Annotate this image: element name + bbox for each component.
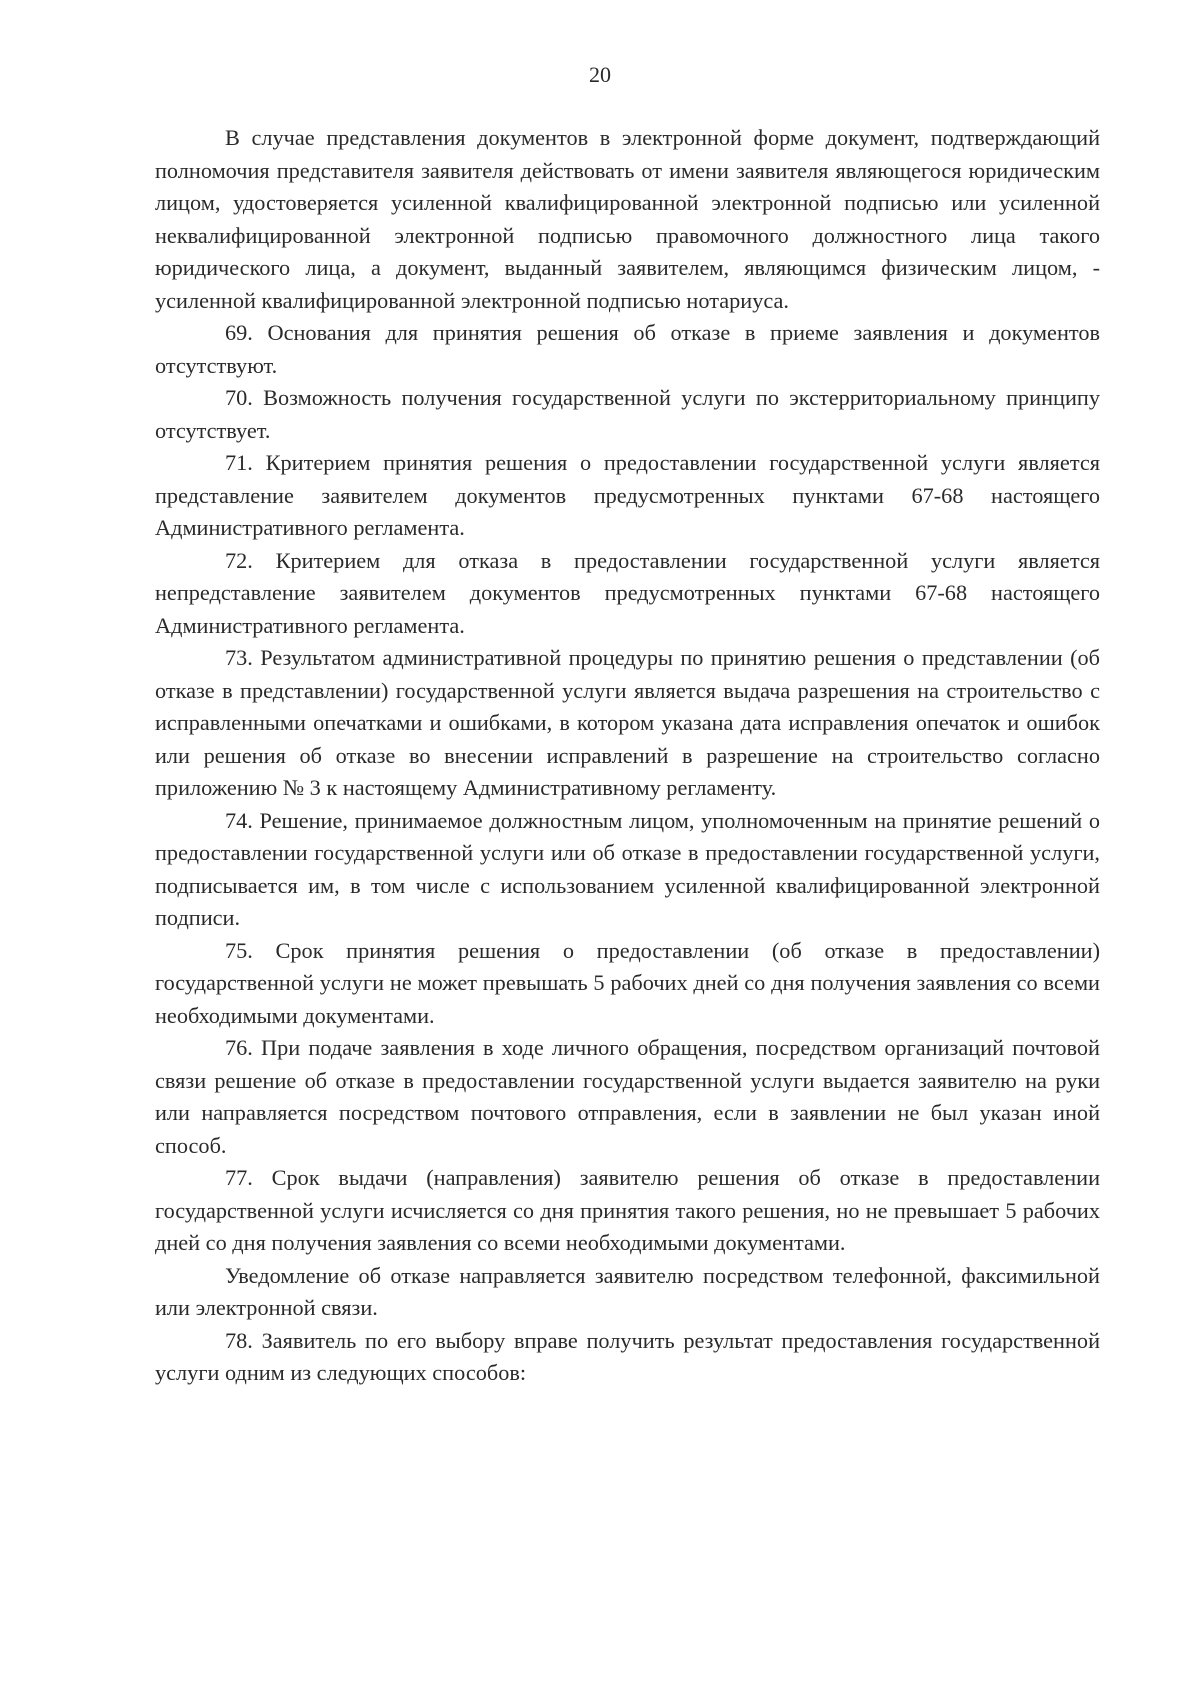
paragraph-75: 75. Срок принятия решения о предоставлении (об отказе в предоставлении) государственной услуги не может превышать 5 рабочих дней со дня получения заявления со всеми необходимыми документами. (155, 937, 1100, 1028)
document-body (155, 122, 1100, 1390)
paragraph-electronic-signature: В случае представления документов в электронной форме документ, подтверждающий полномочия представителя заявителя действовать от имени заявителя являющегося юридическим лицом, удостоверяется усиленной квалифицированной электронной подписью или усиленной неквалифицированной электронной подписью правомочного должностного лица такого юридического лица, а документ, выданный заявителем, являющимся физическим лицом, - усиленной квалифицированной электронной подписью нотариуса. (155, 125, 1100, 313)
paragraph-78: 78. Заявитель по его выбору вправе получить результат предоставления государственной услуги одним из следующих способов: (155, 1327, 1100, 1385)
paragraph-74: 74. Решение, принимаемое должностным лицом, уполномоченным на принятие решений о предоставлении государственной услуги или об отказе в предоставлении государственной услуги, подписывается им, в том числе с использованием усиленной квалифицированной электронной подписи. (155, 807, 1100, 930)
paragraph-72: 72. Критерием для отказа в предоставлении государственной услуги является непредставление заявителем документов предусмотренных пунктами 67-68 настоящего Административного регламента. (155, 547, 1100, 638)
paragraph-70: 70. Возможность получения государственной услуги по экстерриториальному принципу отсутствует. (155, 385, 1100, 443)
paragraph-69: 69. Основания для принятия решения об отказе в приеме заявления и документов отсутствуют. (155, 320, 1100, 378)
paragraph-76: 76. При подаче заявления в ходе личного обращения, посредством организаций почтовой связи решение об отказе в предоставлении государственной услуги выдается заявителю на руки или направляется посредством почтового отправления, если в заявлении не был указан иной способ. (155, 1035, 1100, 1158)
paragraph-71: 71. Критерием принятия решения о предоставлении государственной услуги является представление заявителем документов предусмотренных пунктами 67-68 настоящего Административного регламента. (155, 450, 1100, 540)
page-number: 20 (589, 62, 611, 87)
paragraph-73: 73. Результатом административной процедуры по принятию решения о представлении (об отказе в представлении) государственной услуги является выдача разрешения на строительство с исправленными опечатками и ошибками, в котором указана дата исправления опечаток и ошибок или решения об отказе во внесении исправлений в разрешение на строительство согласно приложению № 3 к настоящему Административному регламенту. (155, 645, 1100, 800)
paragraph-notification: Уведомление об отказе направляется заявителю посредством телефонной, факсимильной или электронной связи. (155, 1262, 1100, 1320)
paragraph-77: 77. Срок выдачи (направления) заявителю решения об отказе в предоставлении государственной услуги исчисляется со дня принятия такого решения, но не превышает 5 рабочих дней со дня получения заявления со всеми необходимыми документами. (155, 1165, 1100, 1255)
